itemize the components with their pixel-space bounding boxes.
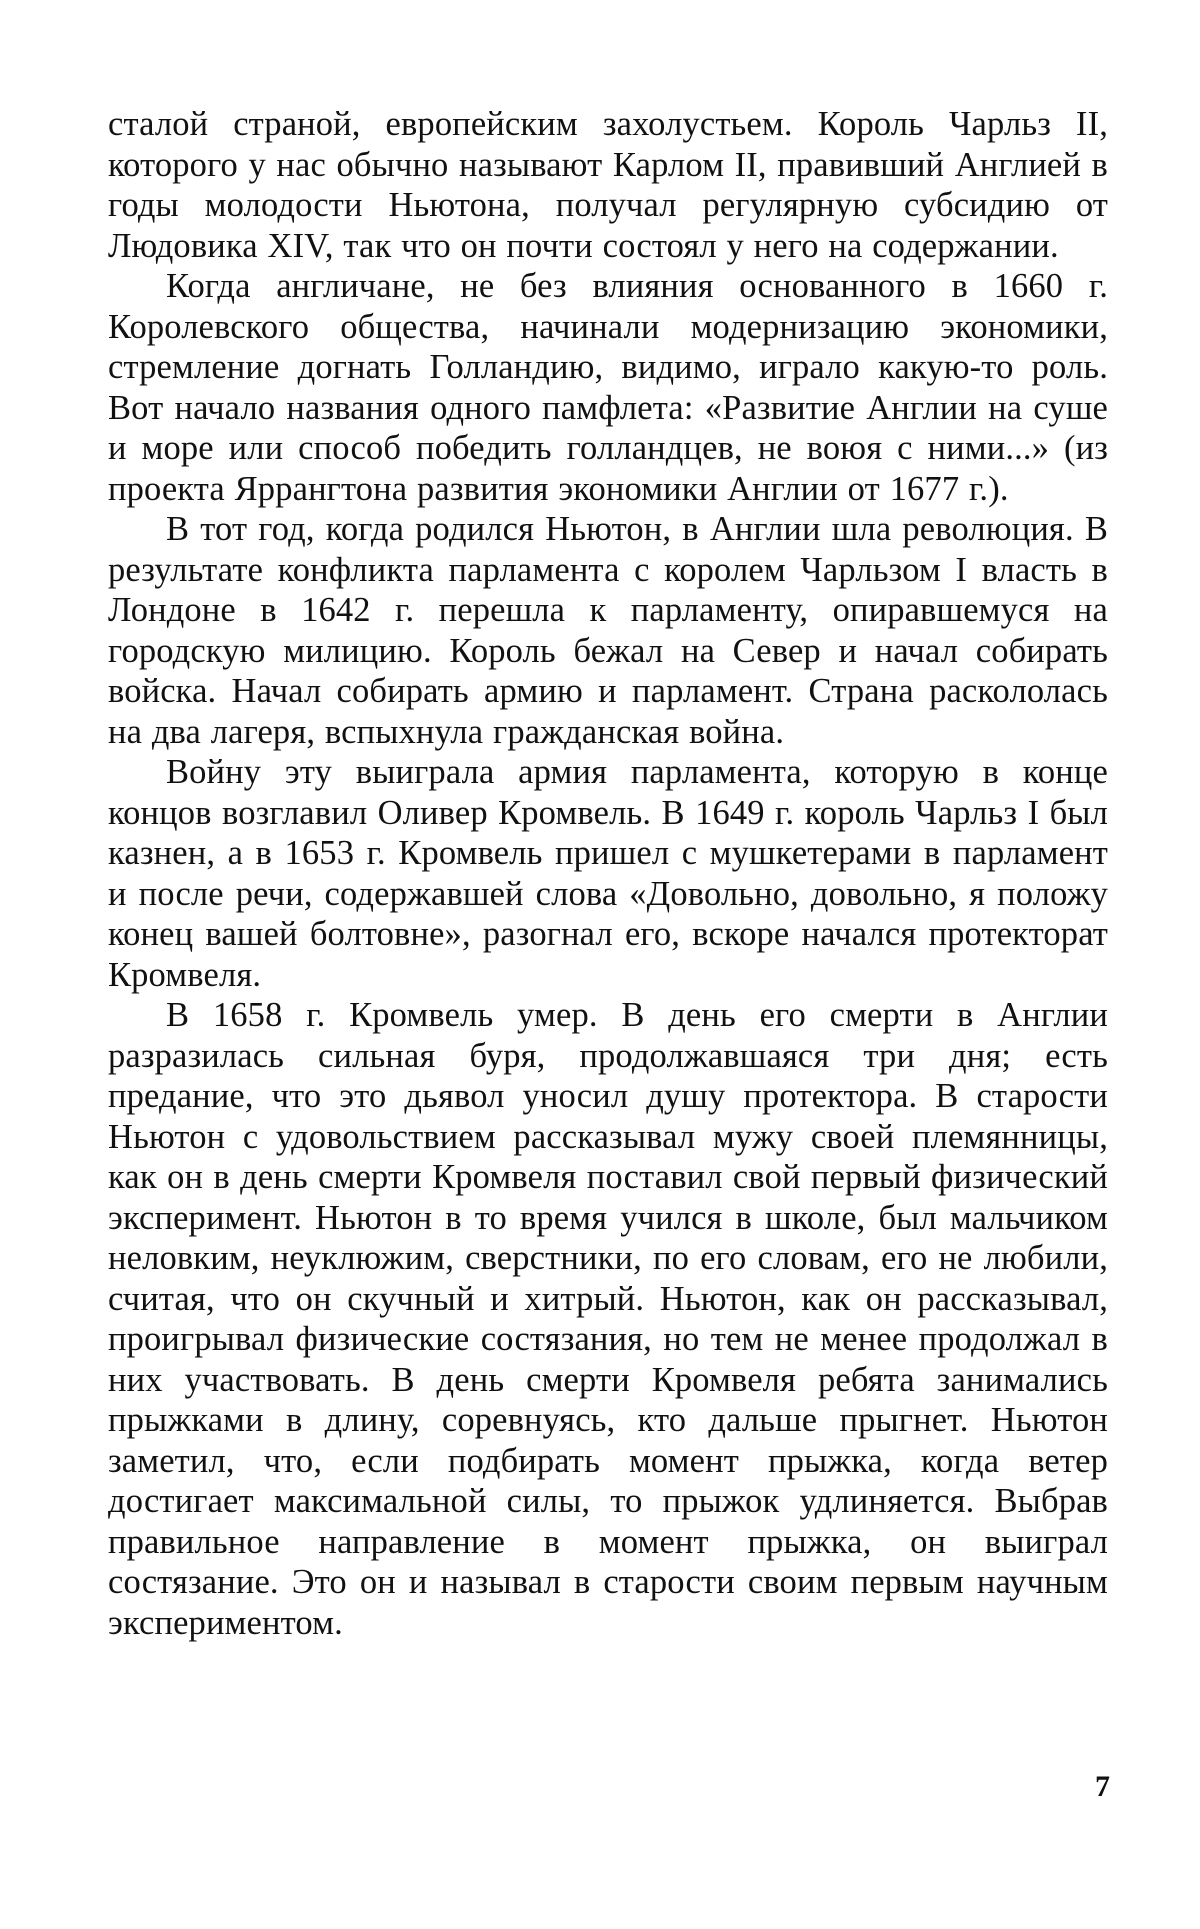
paragraph-cromwell: Войну эту выиграла армия парламента, которую в конце концов возглавил Оливер Кромвель. В 1649 г. король Чарльз I был казнен, а в 1653 г. Кромвель пришел с мушкетерами в парламент и после речи, содержавшей слова «Довольно, довольно, я положу конец вашей болтовне», разогнал его, вскоре начался протекторат Кромвеля. (108, 753, 1108, 994)
paragraph-first-experiment: В 1658 г. Кромвель умер. В день его смерти в Англии разразилась сильная буря, продолжавшаяся три дня; есть предание, что это дьявол уносил душу протектора. В старости Ньютон с удовольствием рассказывал мужу своей племянницы, как он в день смерти Кромвеля поставил свой первый физический эксперимент. Ньютон в то время учился в школе, был мальчиком неловким, неуклюжим, сверстники, по его словам, его не любили, считая, что он скучный и хитрый. Ньютон, как он рассказывал, проигрывал физические состязания, но тем не менее продолжал в них участвовать. В день смерти Кромвеля ребята занимались прыжками в длину, соревнуясь, кто дальше прыгнет. Ньютон заметил, что, если подбирать момент прыжка, когда ветер достигает максимальной силы, то прыжок удлиняется. Выбрав правильное направление в момент прыжка, он выиграл состязание. Это он и называл в старости своим первым научным экспериментом. (108, 996, 1108, 1642)
page-body (108, 104, 1108, 1643)
paragraph-continued: сталой страной, европейским захолустьем. Король Чарльз II, которого у нас обычно называют Карлом II, правивший Англией в годы молодости Ньютона, получал регулярную субсидию от Людовика XIV, так что он почти состоял у него на содержании. (108, 105, 1108, 265)
paragraph-revolution: В тот год, когда родился Ньютон, в Англии шла революция. В результате конфликта парламента с королем Чарльзом I власть в Лондоне в 1642 г. перешла к парламенту, опиравшемуся на городскую милицию. Король бежал на Север и начал собирать войска. Начал собирать армию и парламент. Страна раскололась на два лагеря, вспыхнула гражданская война. (108, 510, 1108, 751)
page-number: 7 (1095, 1770, 1110, 1803)
paragraph-royal-society: Когда англичане, не без влияния основанного в 1660 г. Королевского общества, начинали модернизацию экономики, стремление догнать Голландию, видимо, играло какую-то роль. Вот начало названия одного памфлета: «Развитие Англии на суше и море или способ победить голландцев, не воюя с ними...» (из проекта Яррангтона развития экономики Англии от 1677 г.). (108, 267, 1108, 508)
